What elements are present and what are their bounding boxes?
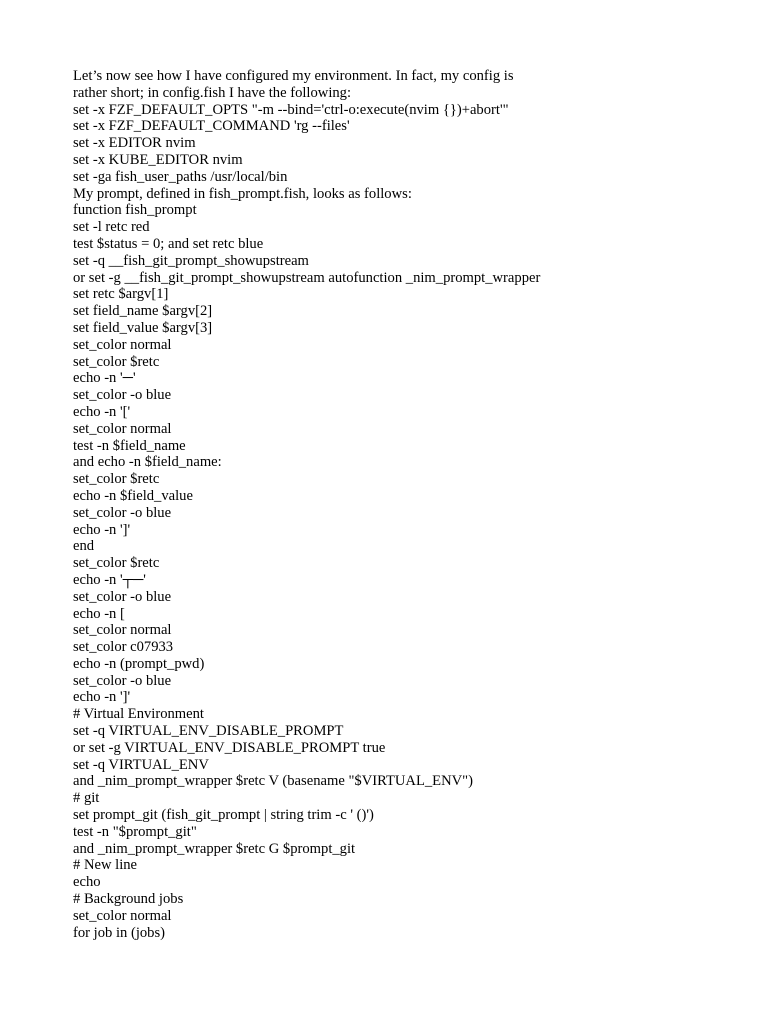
code-line: echo -n '┬─' — [73, 571, 146, 588]
code-line: function fish_prompt — [73, 202, 197, 219]
code-line: set field_name $argv[2] — [73, 303, 213, 320]
code-line: set_color normal — [73, 907, 172, 924]
code-line: test $status = 0; and set retc blue — [73, 235, 264, 252]
code-comment-line: # New line — [73, 857, 138, 874]
document-body — [73, 68, 713, 941]
code-line: set -q VIRTUAL_ENV_DISABLE_PROMPT — [73, 723, 344, 740]
code-line: echo -n '[' — [73, 403, 131, 420]
code-line: echo -n ']' — [73, 689, 131, 706]
code-line: set_color $retc — [73, 471, 160, 488]
code-line: echo -n $field_value — [73, 487, 193, 504]
code-line: and echo -n $field_name: — [73, 454, 222, 471]
config-line: set -x FZF_DEFAULT_COMMAND 'rg --files' — [73, 118, 350, 135]
intro-paragraph-line-1: Let’s now see how I have configured my environment. In fact, my config is — [73, 68, 514, 84]
config-line: set -x FZF_DEFAULT_OPTS "-m --bind='ctrl-o:execute(nvim {})+abort'" — [73, 101, 509, 118]
code-line: test -n $field_name — [73, 437, 186, 454]
code-line: set_color normal — [73, 420, 172, 437]
code-line: echo -n '─' — [73, 370, 136, 387]
code-line: set_color -o blue — [73, 387, 172, 404]
code-comment-line: # git — [73, 790, 100, 807]
code-line: set_color normal — [73, 336, 172, 353]
config-line: set -x EDITOR nvim — [73, 135, 196, 152]
code-line: echo — [73, 874, 101, 891]
code-comment-line: # Virtual Environment — [73, 706, 204, 723]
code-line: set prompt_git (fish_git_prompt | string trim -c ' ()') — [73, 807, 374, 824]
code-comment-line: # Background jobs — [73, 891, 184, 908]
intro-paragraph-line-2: rather short; in config.fish I have the following: — [73, 84, 352, 101]
code-line: or set -g VIRTUAL_ENV_DISABLE_PROMPT true — [73, 739, 386, 756]
code-line: set field_value $argv[3] — [73, 319, 213, 336]
code-line: test -n "$prompt_git" — [73, 823, 197, 840]
code-line: set retc $argv[1] — [73, 286, 169, 303]
code-line: set -l retc red — [73, 219, 150, 236]
code-line: set_color -o blue — [73, 504, 172, 521]
code-line: for job in (jobs) — [73, 924, 166, 941]
config-line: set -ga fish_user_paths /usr/local/bin — [73, 168, 288, 185]
code-line: set_color $retc — [73, 353, 160, 370]
code-line: set_color c07933 — [73, 639, 174, 656]
code-line: set -q __fish_git_prompt_showupstream — [73, 252, 309, 269]
code-line: echo -n (prompt_pwd) — [73, 655, 205, 672]
code-line: or set -g __fish_git_prompt_showupstream autofunction _nim_prompt_wrapper — [73, 269, 541, 286]
code-line: echo -n ']' — [73, 521, 131, 538]
code-line: and _nim_prompt_wrapper $retc G $prompt_git — [73, 840, 356, 857]
config-line: set -x KUBE_EDITOR nvim — [73, 151, 243, 168]
prompt-intro-line: My prompt, defined in fish_prompt.fish, looks as follows: — [73, 185, 412, 202]
code-line: set_color $retc — [73, 555, 160, 572]
code-line: set_color normal — [73, 622, 172, 639]
code-line: set_color -o blue — [73, 588, 172, 605]
code-line: end — [73, 538, 95, 555]
code-line: set -q VIRTUAL_ENV — [73, 756, 209, 773]
code-line: echo -n [ — [73, 605, 125, 622]
code-line: and _nim_prompt_wrapper $retc V (basename "$VIRTUAL_ENV") — [73, 773, 473, 790]
code-line: set_color -o blue — [73, 672, 172, 689]
